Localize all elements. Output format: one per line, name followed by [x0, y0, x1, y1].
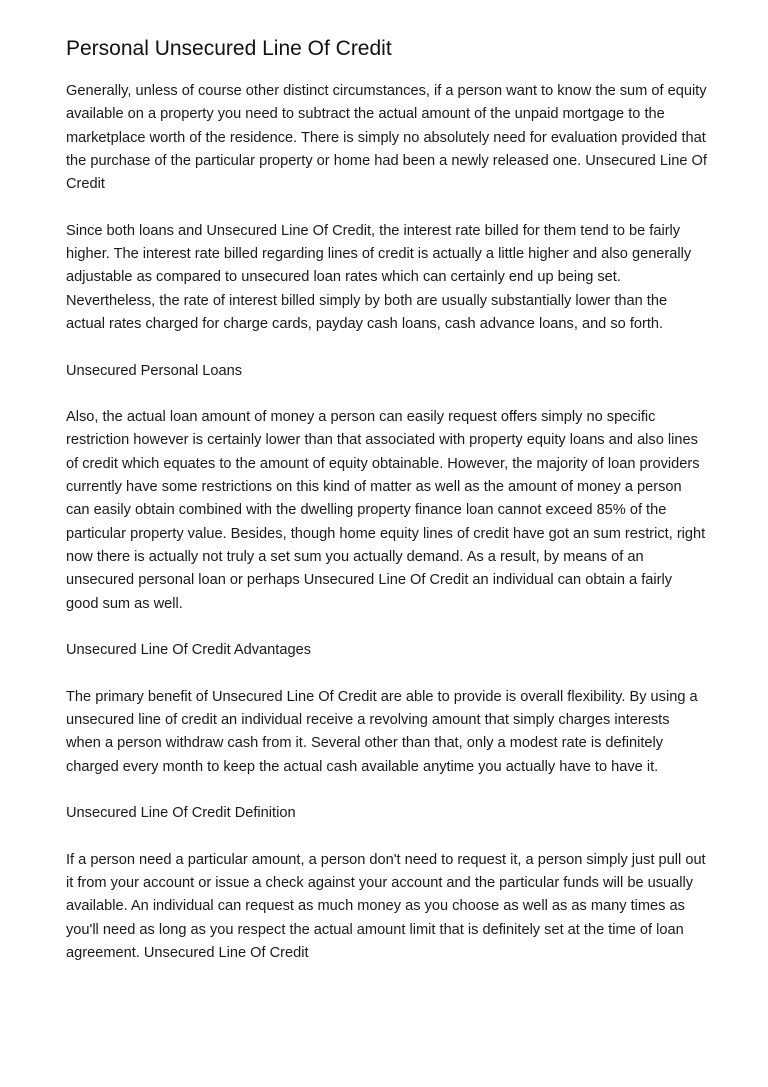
section-heading-personal-loans: Unsecured Personal Loans: [66, 362, 243, 379]
section-heading-definition: Unsecured Line Of Credit Definition: [66, 805, 296, 822]
paragraph-definition: If a person need a particular amount, a person don't need to request it, a person simply just pull out it from your account or issue a check against your account and the particular funds will be usually available. An individual can request as much money as you choose as well as as many times as you'll need as long as you respect the actual amount limit that is definitely set at the time of loan agreement. Unsecured Line Of Credit: [66, 851, 706, 961]
paragraph-loan-amount: Also, the actual loan amount of money a person can easily request offers simply no specific restriction however is certainly lower than that associated with property equity loans and also lines of credit which equates to the amount of equity obtainable. However, the majority of loan providers currently have some restrictions on this kind of matter as well as the amount of money a person can easily obtain combined with the dwelling property finance loan cannot exceed 85% of the particular property value. Besides, though home equity lines of credit have got an sum restrict, right now there is actually not truly a set sum you actually demand. As a result, by means of an unsecured personal loan or perhaps Unsecured Line Of Credit an individual can obtain a fairly good sum as well.: [66, 409, 706, 612]
section-heading-advantages: Unsecured Line Of Credit Advantages: [66, 642, 311, 659]
paragraph-flexibility: The primary benefit of Unsecured Line Of Credit are able to provide is overall flexibility. By using a unsecured line of credit an individual receive a revolving amount that simply charges interests when a person withdraw cash from it. Several other than that, only a modest rate is definitely charged every month to keep the actual cash available anytime you actually have to have it.: [66, 688, 698, 775]
paragraph-equity-sum: Generally, unless of course other distinct circumstances, if a person want to know the sum of equity available on a property you need to subtract the actual amount of the unpaid mortgage to the marketplace worth of the residence. There is simply no absolutely need for evaluation provided that the purchase of the particular property or home had been a newly released one. Unsecured Line Of Credit: [66, 83, 707, 193]
page-title: Personal Unsecured Line Of Credit: [66, 37, 392, 60]
paragraph-interest-rates: Since both loans and Unsecured Line Of Credit, the interest rate billed for them tend to be fairly higher. The interest rate billed regarding lines of credit is actually a little higher and also generally adjustable as compared to unsecured loan rates which can certainly end up being set. Nevertheless, the rate of interest billed simply by both are usually substantially lower than the actual rates charged for charge cards, payday cash loans, cash advance loans, and so forth.: [66, 222, 692, 332]
